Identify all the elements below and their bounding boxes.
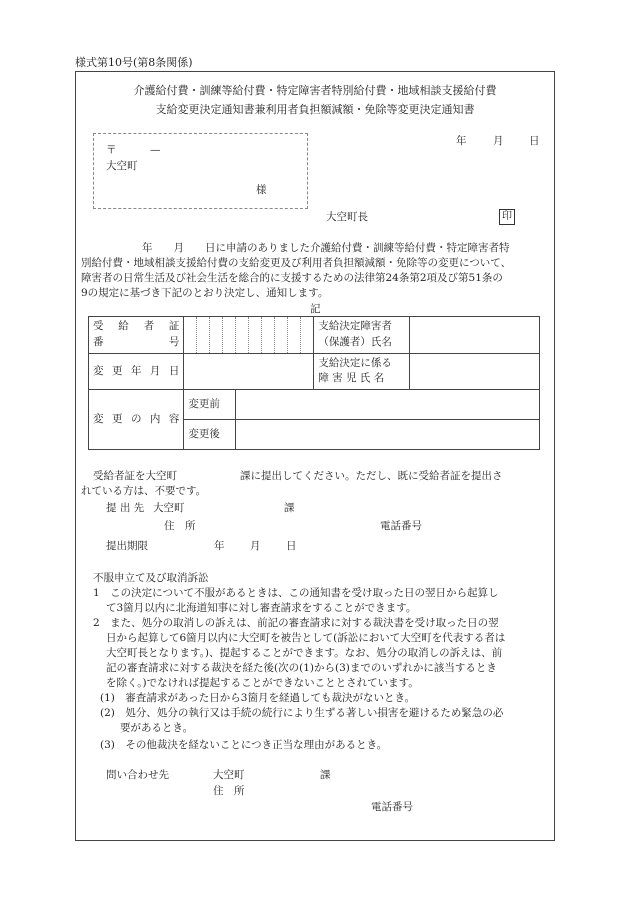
title-line-2: 支給変更決定通知書兼利用者負担額減額・免除等変更決定通知書 [155,103,475,116]
submit-address-label: 住 所 [164,520,196,532]
recipient-no-digit[interactable] [275,317,288,354]
appeal-line: 1 この決定について不服があるときは、この通知書を受け取った日の翌日から起算し [93,587,499,599]
deadline-label: 提出期限 [106,540,148,552]
recipient-no-digit[interactable] [223,317,236,354]
recipient-no-label-2: 番 号 [93,335,180,348]
issue-year-label: 年 [456,135,467,147]
inquiry-town: 大空町 [213,769,245,781]
recipient-no-digit[interactable] [288,317,301,354]
deadline-year: 年 [214,540,225,552]
postal-dash: — [150,144,161,156]
appeal-line: (1) 審査請求があった日から3箇月を経過しても裁決がないとき。 [100,692,416,704]
inquiry-ka: 課 [320,769,331,781]
intro-line-1: 年 月 日に申請のありました介護給付費・訓練等給付費・特定障害者特 [142,242,510,254]
ki-heading: 記 [310,303,321,315]
appeal-line: を除く。)でなければ提起することができないこととされています。 [106,677,419,689]
sender-title: 大空町長 [326,211,368,223]
form-number: 様式第10号(第8条関係) [75,56,193,69]
change-date-label: 変 更 年 月 日 [89,353,184,390]
submit-dest-label: 提 出 先 [106,502,145,514]
seal-mark: 印 [499,209,515,225]
appeal-line: 大空町長となります。)、提起することができます。なお、処分の取消しの訴えは、前 [106,647,503,659]
recipient-no-digit[interactable] [249,317,262,354]
postal-mark: 〒 [106,144,117,156]
submit-dest-ka: 課 [284,502,295,514]
intro-line-2: 別給付費・地域相談支援給付費の支給変更及び利用者負担額減額・免除等の変更について、 [81,257,512,269]
child-label-2: 障 害 児 氏 名 [318,372,385,385]
inquiry-address-label: 住 所 [213,785,245,797]
submit-line-2: れている方は、不要です。 [81,485,207,497]
recipient-no-label [89,317,184,354]
before-label: 変更前 [184,390,236,420]
submit-phone-label: 電話番号 [380,520,422,532]
title-line-1: 介護給付費・訓練等給付費・特定障害者特別給付費・地域相談支援給付費 [133,84,497,97]
intro-line-3: 障害者の日常生活及び社会生活を総合的に支援するための法律第24条第2項及び第51条の [81,272,503,284]
deadline-day: 日 [286,540,297,552]
recipient-no-digit[interactable] [262,317,275,354]
child-label-1: 支給決定に係る [318,356,392,369]
child-label [314,353,409,390]
inquiry-phone-label: 電話番号 [371,801,413,813]
guardian-label-1: 支給決定障害者 [318,320,392,332]
submit-dest-town: 大空町 [153,502,185,514]
inquiry-label: 問い合わせ先 [106,769,169,781]
deadline-month: 月 [250,540,261,552]
appeal-line: 日から起算して6箇月以内に大空町を被告として(訴訟において大空町を代表する者は [106,632,506,644]
appeal-line: (3) その他裁決を経ないことにつき正当な理由があるとき。 [100,739,388,751]
change-date-field[interactable] [184,353,314,390]
before-field[interactable] [236,390,540,420]
issue-month-label: 月 [493,135,504,147]
appeal-line: (2) 処分、処分の執行又は手続の続行により生ずる著しい損害を避けるため緊急の必 [100,707,504,719]
after-label: 変更後 [184,420,236,450]
change-content-label: 変 更 の 内 容 [89,390,184,450]
recipient-no-digit[interactable] [197,317,210,354]
address-town: 大空町 [106,160,138,172]
recipient-no-digit[interactable] [210,317,223,354]
after-field[interactable] [236,420,540,450]
decision-table [88,316,540,450]
appeal-line: 2 また、処分の取消しの訴えは、前記の審査請求に対する裁決書を受け取った日の翌 [93,617,499,629]
appeal-line: 要があるとき。 [120,722,194,734]
recipient-no-digit[interactable] [184,317,197,354]
guardian-name-field[interactable] [409,317,539,354]
guardian-label [314,317,409,354]
submit-line-1: 受給者証を大空町 課に提出してください。ただし、既に受給者証を提出さ [93,470,503,482]
child-name-field[interactable] [409,353,539,390]
recipient-no-digit[interactable] [236,317,249,354]
addressee-sama: 様 [256,184,267,196]
recipient-no-label-1: 受 給 者 証 [93,320,180,332]
appeal-line: 記の審査請求に対する裁決を経た後(次の(1)から(3)までのいずれかに該当するとき [106,662,497,674]
recipient-no-digit[interactable] [301,317,314,354]
appeal-line: て3箇月以内に北海道知事に対し審査請求をすることができます。 [106,602,417,614]
appeal-heading: 不服申立て及び取消訴訟 [93,572,209,584]
issue-day-label: 日 [529,135,540,147]
intro-line-4: 9の規定に基づき下記のとおり決定し、通知します。 [81,287,329,299]
guardian-label-2: （保護者）氏名 [318,335,392,348]
